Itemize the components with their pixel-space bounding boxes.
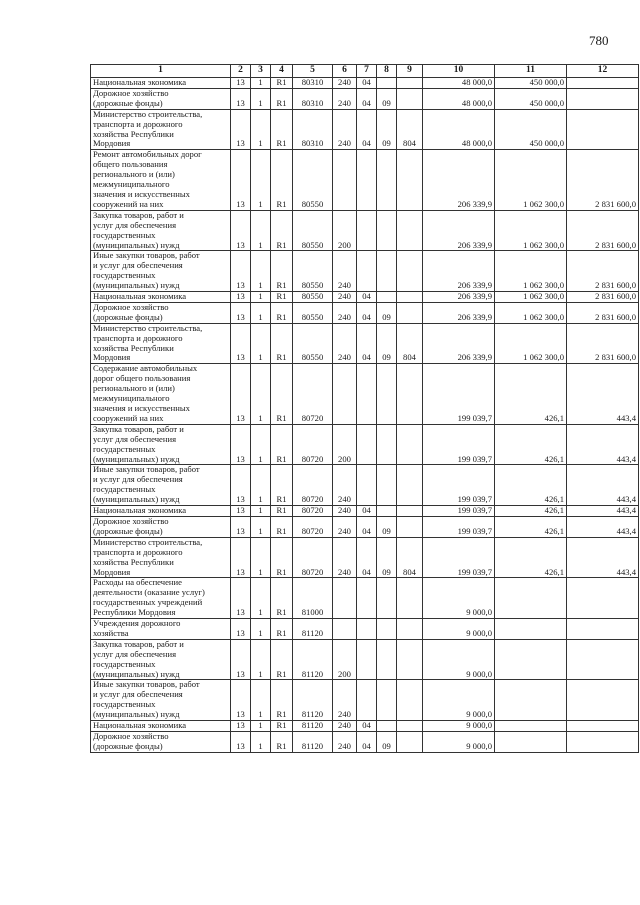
column-header-5: 5 <box>293 65 333 78</box>
row-dept <box>397 721 423 732</box>
row-dept <box>397 680 423 721</box>
row-col-4: R1 <box>271 537 293 578</box>
column-header-8: 8 <box>377 65 397 78</box>
row-type <box>333 150 357 210</box>
row-col-3: 1 <box>251 78 271 89</box>
table-row <box>91 732 639 753</box>
row-section: 04 <box>357 88 377 109</box>
row-name: Министерство строительства, транспорта и дорожного хозяйства Республики Мордовия <box>91 109 231 150</box>
row-amount-11: 1 062 300,0 <box>495 323 567 364</box>
table-row <box>91 78 639 89</box>
row-col-2: 13 <box>231 465 251 506</box>
row-code: 80720 <box>293 506 333 517</box>
table-row <box>91 251 639 292</box>
row-col-2: 13 <box>231 88 251 109</box>
row-amount-11: 1 062 300,0 <box>495 251 567 292</box>
row-amount-12: 443,4 <box>567 506 639 517</box>
row-amount-10: 9 000,0 <box>423 680 495 721</box>
row-dept <box>397 364 423 424</box>
row-col-3: 1 <box>251 721 271 732</box>
row-col-4: R1 <box>271 732 293 753</box>
row-subsection <box>377 251 397 292</box>
table-row <box>91 302 639 323</box>
row-section: 04 <box>357 302 377 323</box>
column-header-12: 12 <box>567 65 639 78</box>
row-col-3: 1 <box>251 292 271 303</box>
row-dept: 804 <box>397 537 423 578</box>
row-amount-11 <box>495 721 567 732</box>
column-header-1: 1 <box>91 65 231 78</box>
row-amount-10: 206 339,9 <box>423 150 495 210</box>
row-type: 240 <box>333 680 357 721</box>
row-code: 80550 <box>293 251 333 292</box>
row-subsection: 09 <box>377 537 397 578</box>
row-col-4: R1 <box>271 323 293 364</box>
row-col-2: 13 <box>231 516 251 537</box>
row-col-4: R1 <box>271 680 293 721</box>
row-name: Закупка товаров, работ и услуг для обеспечения государственных (муниципальных) нужд <box>91 424 231 465</box>
row-col-4: R1 <box>271 88 293 109</box>
row-col-3: 1 <box>251 537 271 578</box>
table-row <box>91 424 639 465</box>
row-section <box>357 150 377 210</box>
row-amount-11: 426,1 <box>495 516 567 537</box>
row-amount-11: 450 000,0 <box>495 88 567 109</box>
row-amount-11: 1 062 300,0 <box>495 210 567 251</box>
row-col-4: R1 <box>271 78 293 89</box>
column-header-4: 4 <box>271 65 293 78</box>
row-subsection: 09 <box>377 302 397 323</box>
table-body <box>91 78 639 753</box>
row-col-2: 13 <box>231 639 251 680</box>
row-dept <box>397 516 423 537</box>
row-col-3: 1 <box>251 302 271 323</box>
row-section <box>357 364 377 424</box>
row-amount-10: 9 000,0 <box>423 732 495 753</box>
table-row <box>91 150 639 210</box>
row-col-4: R1 <box>271 619 293 640</box>
row-type: 240 <box>333 302 357 323</box>
row-type: 240 <box>333 506 357 517</box>
row-section: 04 <box>357 732 377 753</box>
column-header-7: 7 <box>357 65 377 78</box>
row-amount-10: 9 000,0 <box>423 619 495 640</box>
row-section <box>357 619 377 640</box>
row-code: 80550 <box>293 302 333 323</box>
row-amount-12: 2 831 600,0 <box>567 150 639 210</box>
row-col-2: 13 <box>231 424 251 465</box>
row-amount-10: 206 339,9 <box>423 323 495 364</box>
row-subsection <box>377 680 397 721</box>
row-amount-10: 48 000,0 <box>423 88 495 109</box>
page-number: 780 <box>589 33 609 48</box>
row-amount-10: 199 039,7 <box>423 537 495 578</box>
row-col-4: R1 <box>271 109 293 150</box>
row-dept <box>397 292 423 303</box>
row-section: 04 <box>357 516 377 537</box>
row-amount-11: 426,1 <box>495 506 567 517</box>
row-name: Национальная экономика <box>91 506 231 517</box>
row-col-4: R1 <box>271 506 293 517</box>
row-col-2: 13 <box>231 364 251 424</box>
row-code: 81120 <box>293 732 333 753</box>
row-dept <box>397 251 423 292</box>
row-col-4: R1 <box>271 516 293 537</box>
row-dept <box>397 506 423 517</box>
row-type <box>333 578 357 619</box>
row-dept <box>397 732 423 753</box>
row-amount-10: 199 039,7 <box>423 424 495 465</box>
row-col-4: R1 <box>271 639 293 680</box>
row-type: 200 <box>333 210 357 251</box>
row-type: 240 <box>333 465 357 506</box>
row-col-3: 1 <box>251 364 271 424</box>
row-col-2: 13 <box>231 292 251 303</box>
row-col-3: 1 <box>251 516 271 537</box>
row-section <box>357 251 377 292</box>
row-subsection <box>377 465 397 506</box>
row-col-2: 13 <box>231 578 251 619</box>
row-code: 80720 <box>293 537 333 578</box>
row-subsection <box>377 78 397 89</box>
row-amount-12 <box>567 732 639 753</box>
row-section <box>357 680 377 721</box>
row-name: Иные закупки товаров, работ и услуг для обеспечения государственных (муниципальных) нужд <box>91 465 231 506</box>
row-amount-10: 199 039,7 <box>423 516 495 537</box>
row-dept <box>397 88 423 109</box>
row-type: 200 <box>333 639 357 680</box>
row-name: Министерство строительства, транспорта и дорожного хозяйства Республики Мордовия <box>91 537 231 578</box>
row-subsection: 09 <box>377 516 397 537</box>
row-code: 81120 <box>293 639 333 680</box>
row-name: Ремонт автомобильных дорог общего пользования регионального и (или) межмуниципального значения и искусственных сооружений на них <box>91 150 231 210</box>
row-dept <box>397 302 423 323</box>
row-code: 80550 <box>293 323 333 364</box>
row-section: 04 <box>357 721 377 732</box>
row-name: Учреждения дорожного хозяйства <box>91 619 231 640</box>
row-name: Закупка товаров, работ и услуг для обеспечения государственных (муниципальных) нужд <box>91 210 231 251</box>
row-subsection <box>377 619 397 640</box>
row-section <box>357 465 377 506</box>
row-col-2: 13 <box>231 78 251 89</box>
row-type <box>333 619 357 640</box>
row-type: 240 <box>333 292 357 303</box>
row-name: Дорожное хозяйство (дорожные фонды) <box>91 88 231 109</box>
table-row <box>91 578 639 619</box>
row-code: 80310 <box>293 109 333 150</box>
row-amount-12: 443,4 <box>567 537 639 578</box>
row-col-3: 1 <box>251 680 271 721</box>
row-amount-12: 2 831 600,0 <box>567 251 639 292</box>
row-amount-12 <box>567 721 639 732</box>
row-section: 04 <box>357 78 377 89</box>
row-amount-12: 443,4 <box>567 516 639 537</box>
row-code: 80720 <box>293 516 333 537</box>
row-col-3: 1 <box>251 465 271 506</box>
row-code: 80720 <box>293 424 333 465</box>
row-name: Иные закупки товаров, работ и услуг для обеспечения государственных (муниципальных) нужд <box>91 251 231 292</box>
row-subsection <box>377 150 397 210</box>
row-amount-11: 1 062 300,0 <box>495 292 567 303</box>
row-col-3: 1 <box>251 323 271 364</box>
column-header-6: 6 <box>333 65 357 78</box>
row-code: 80550 <box>293 150 333 210</box>
row-col-3: 1 <box>251 639 271 680</box>
row-type: 240 <box>333 537 357 578</box>
row-subsection <box>377 364 397 424</box>
row-amount-10: 9 000,0 <box>423 639 495 680</box>
table-row <box>91 619 639 640</box>
row-code: 80720 <box>293 364 333 424</box>
row-name: Расходы на обеспечение деятельности (оказание услуг) государственных учреждений Республики Мордовия <box>91 578 231 619</box>
row-dept <box>397 78 423 89</box>
table-row <box>91 516 639 537</box>
row-type <box>333 364 357 424</box>
row-name: Иные закупки товаров, работ и услуг для обеспечения государственных (муниципальных) нужд <box>91 680 231 721</box>
row-amount-12 <box>567 88 639 109</box>
row-amount-12: 2 831 600,0 <box>567 302 639 323</box>
row-name: Национальная экономика <box>91 292 231 303</box>
row-col-4: R1 <box>271 578 293 619</box>
row-amount-10: 199 039,7 <box>423 465 495 506</box>
row-amount-12 <box>567 109 639 150</box>
row-amount-12: 2 831 600,0 <box>567 292 639 303</box>
row-dept: 804 <box>397 323 423 364</box>
row-type: 240 <box>333 88 357 109</box>
row-col-2: 13 <box>231 302 251 323</box>
row-dept <box>397 639 423 680</box>
row-amount-11: 426,1 <box>495 424 567 465</box>
row-amount-10: 199 039,7 <box>423 506 495 517</box>
row-subsection <box>377 578 397 619</box>
row-amount-10: 9 000,0 <box>423 578 495 619</box>
row-subsection: 09 <box>377 732 397 753</box>
row-col-3: 1 <box>251 251 271 292</box>
row-amount-12: 2 831 600,0 <box>567 210 639 251</box>
row-col-2: 13 <box>231 109 251 150</box>
row-dept <box>397 578 423 619</box>
row-subsection <box>377 506 397 517</box>
row-col-3: 1 <box>251 150 271 210</box>
row-col-4: R1 <box>271 150 293 210</box>
row-subsection <box>377 210 397 251</box>
row-amount-11: 1 062 300,0 <box>495 302 567 323</box>
table-row <box>91 88 639 109</box>
row-col-3: 1 <box>251 424 271 465</box>
row-col-3: 1 <box>251 732 271 753</box>
row-dept <box>397 619 423 640</box>
column-header-3: 3 <box>251 65 271 78</box>
table-row <box>91 537 639 578</box>
row-col-4: R1 <box>271 210 293 251</box>
row-section <box>357 210 377 251</box>
row-subsection: 09 <box>377 88 397 109</box>
row-section: 04 <box>357 109 377 150</box>
row-amount-10: 206 339,9 <box>423 292 495 303</box>
header-row <box>91 65 639 78</box>
column-header-9: 9 <box>397 65 423 78</box>
row-subsection <box>377 721 397 732</box>
row-section <box>357 639 377 680</box>
row-amount-11 <box>495 578 567 619</box>
row-amount-11 <box>495 639 567 680</box>
row-amount-11: 426,1 <box>495 537 567 578</box>
row-col-3: 1 <box>251 578 271 619</box>
table-row <box>91 506 639 517</box>
row-col-2: 13 <box>231 251 251 292</box>
row-type: 200 <box>333 424 357 465</box>
row-amount-12: 2 831 600,0 <box>567 323 639 364</box>
row-col-3: 1 <box>251 619 271 640</box>
row-dept <box>397 210 423 251</box>
row-amount-10: 206 339,9 <box>423 302 495 323</box>
row-amount-12 <box>567 639 639 680</box>
row-section <box>357 578 377 619</box>
row-code: 81120 <box>293 680 333 721</box>
row-col-4: R1 <box>271 721 293 732</box>
row-amount-12 <box>567 578 639 619</box>
row-amount-12: 443,4 <box>567 424 639 465</box>
row-col-4: R1 <box>271 251 293 292</box>
row-col-4: R1 <box>271 302 293 323</box>
row-amount-11 <box>495 619 567 640</box>
row-dept <box>397 150 423 210</box>
row-section: 04 <box>357 537 377 578</box>
row-code: 81000 <box>293 578 333 619</box>
table-row <box>91 364 639 424</box>
column-header-2: 2 <box>231 65 251 78</box>
row-col-2: 13 <box>231 721 251 732</box>
table-row <box>91 680 639 721</box>
row-code: 80310 <box>293 88 333 109</box>
table-row <box>91 721 639 732</box>
row-type: 240 <box>333 323 357 364</box>
row-amount-10: 48 000,0 <box>423 78 495 89</box>
column-header-10: 10 <box>423 65 495 78</box>
row-amount-11: 426,1 <box>495 465 567 506</box>
row-amount-11: 1 062 300,0 <box>495 150 567 210</box>
row-name: Дорожное хозяйство (дорожные фонды) <box>91 302 231 323</box>
row-amount-11 <box>495 680 567 721</box>
row-col-2: 13 <box>231 732 251 753</box>
row-section: 04 <box>357 292 377 303</box>
row-col-2: 13 <box>231 210 251 251</box>
row-col-3: 1 <box>251 88 271 109</box>
row-name: Содержание автомобильных дорог общего пользования регионального и (или) межмуниципального значения и искусственных сооружений на них <box>91 364 231 424</box>
table-row <box>91 465 639 506</box>
table-row <box>91 639 639 680</box>
row-amount-12: 443,4 <box>567 364 639 424</box>
row-section <box>357 424 377 465</box>
row-code: 81120 <box>293 721 333 732</box>
row-subsection <box>377 639 397 680</box>
row-col-2: 13 <box>231 150 251 210</box>
row-section: 04 <box>357 323 377 364</box>
row-col-3: 1 <box>251 109 271 150</box>
row-code: 80550 <box>293 210 333 251</box>
row-name: Национальная экономика <box>91 721 231 732</box>
row-col-2: 13 <box>231 537 251 578</box>
row-name: Дорожное хозяйство (дорожные фонды) <box>91 516 231 537</box>
row-amount-10: 9 000,0 <box>423 721 495 732</box>
row-col-2: 13 <box>231 680 251 721</box>
table-row <box>91 109 639 150</box>
row-amount-10: 206 339,9 <box>423 210 495 251</box>
row-col-4: R1 <box>271 424 293 465</box>
row-name: Национальная экономика <box>91 78 231 89</box>
row-code: 80720 <box>293 465 333 506</box>
row-subsection: 09 <box>377 109 397 150</box>
row-subsection: 09 <box>377 323 397 364</box>
row-code: 81120 <box>293 619 333 640</box>
row-type: 240 <box>333 516 357 537</box>
row-col-4: R1 <box>271 465 293 506</box>
row-type: 240 <box>333 721 357 732</box>
row-col-4: R1 <box>271 292 293 303</box>
table-row <box>91 323 639 364</box>
budget-table <box>90 64 639 753</box>
row-name: Дорожное хозяйство (дорожные фонды) <box>91 732 231 753</box>
row-name: Закупка товаров, работ и услуг для обеспечения государственных (муниципальных) нужд <box>91 639 231 680</box>
row-amount-12 <box>567 78 639 89</box>
row-subsection <box>377 424 397 465</box>
row-amount-12: 443,4 <box>567 465 639 506</box>
row-col-2: 13 <box>231 506 251 517</box>
row-type: 240 <box>333 251 357 292</box>
row-type: 240 <box>333 732 357 753</box>
row-section: 04 <box>357 506 377 517</box>
row-code: 80550 <box>293 292 333 303</box>
row-code: 80310 <box>293 78 333 89</box>
row-dept <box>397 465 423 506</box>
row-amount-10: 199 039,7 <box>423 364 495 424</box>
table-row <box>91 210 639 251</box>
row-amount-12 <box>567 680 639 721</box>
row-col-2: 13 <box>231 323 251 364</box>
row-type: 240 <box>333 109 357 150</box>
row-amount-11: 426,1 <box>495 364 567 424</box>
row-dept <box>397 424 423 465</box>
row-amount-12 <box>567 619 639 640</box>
row-amount-11 <box>495 732 567 753</box>
row-col-3: 1 <box>251 210 271 251</box>
row-amount-10: 48 000,0 <box>423 109 495 150</box>
row-col-3: 1 <box>251 506 271 517</box>
row-dept: 804 <box>397 109 423 150</box>
row-type: 240 <box>333 78 357 89</box>
table-row <box>91 292 639 303</box>
row-subsection <box>377 292 397 303</box>
row-name: Министерство строительства, транспорта и дорожного хозяйства Республики Мордовия <box>91 323 231 364</box>
row-col-4: R1 <box>271 364 293 424</box>
row-amount-10: 206 339,9 <box>423 251 495 292</box>
column-header-11: 11 <box>495 65 567 78</box>
row-amount-11: 450 000,0 <box>495 109 567 150</box>
row-col-2: 13 <box>231 619 251 640</box>
row-amount-11: 450 000,0 <box>495 78 567 89</box>
